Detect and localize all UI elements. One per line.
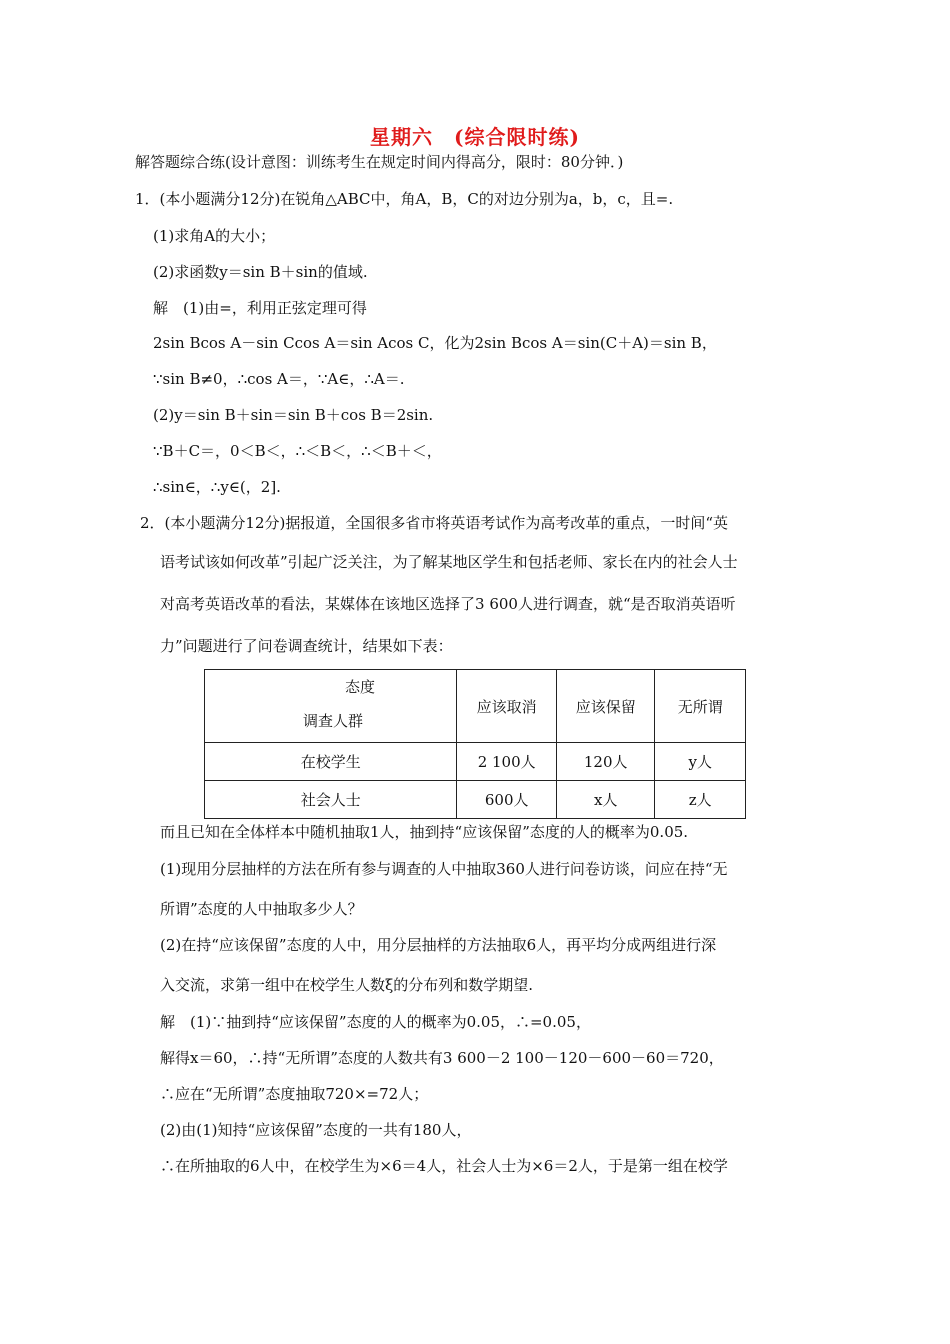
- q2-line: 对高考英语改革的看法，某媒体在该地区选择了3 600人进行调查，就“是否取消英语听: [160, 595, 736, 613]
- q2-line: 力”问题进行了问卷调查统计，结果如下表：: [160, 637, 453, 655]
- q2-line: 所谓”态度的人中抽取多少人？: [160, 900, 363, 918]
- q2-line: 而且已知在全体样本中随机抽取1人，抽到持“应该保留”态度的人的概率为0.05.: [160, 823, 689, 841]
- q2-line: (1)现用分层抽样的方法在所有参与调查的人中抽取360人进行问卷访谈，问应在持“无: [160, 860, 728, 878]
- q2-line: 语考试该如何改革”引起广泛关注，为了解某地区学生和包括老师、家长在内的社会人士: [160, 553, 738, 571]
- q1-line: ∵sin B≠0，∴cos A＝，∵A∈，∴A＝.: [153, 370, 405, 388]
- corner-bottom-label: 调查人群: [303, 712, 364, 730]
- corner-top-label: 态度: [345, 678, 376, 696]
- column-header: 应该取消: [457, 670, 557, 743]
- q1-line: ∵B＋C＝，0＜B＜，∴＜B＜，∴＜B＋＜，: [153, 442, 442, 460]
- q1-line: (1)求角A的大小；: [153, 227, 276, 245]
- row-label: 在校学生: [205, 743, 457, 781]
- table-cell: 600人: [457, 781, 557, 819]
- column-header: 应该保留: [556, 670, 655, 743]
- row-label: 社会人士: [205, 781, 457, 819]
- q2-line: 解得x＝60，∴持“无所谓”态度的人数共有3 600－2 100－120－600－60＝720，: [160, 1049, 724, 1067]
- q2-line: ∴在所抽取的6人中，在校学生为×6＝4人，社会人士为×6＝2人，于是第一组在校学: [160, 1157, 728, 1175]
- q2-line: ∴应在“无所谓”态度抽取720×=72人；: [160, 1085, 429, 1103]
- table-cell: y人: [655, 743, 746, 781]
- table-cell: 2 100人: [457, 743, 557, 781]
- q1-line: (2)y＝sin B＋sin＝sin B＋cos B＝2sin.: [153, 406, 434, 424]
- q1-line: 解 (1)由=，利用正弦定理可得: [153, 299, 367, 317]
- q2-line: 2．(本小题满分12分)据报道，全国很多省市将英语考试作为高考改革的重点，一时间“英: [140, 514, 729, 532]
- table-cell: z人: [655, 781, 746, 819]
- intro-text: 解答题综合练(设计意图：训练考生在规定时间内得高分，限时：80分钟．): [135, 153, 624, 171]
- q2-line: (2)在持“应该保留”态度的人中，用分层抽样的方法抽取6人，再平均分成两组进行深: [160, 936, 717, 954]
- q1-line: (2)求函数y＝sin B＋sin的值域.: [153, 263, 368, 281]
- table-cell: 120人: [556, 743, 655, 781]
- q2-line: 解 (1)∵抽到持“应该保留”态度的人的概率为0.05，∴=0.05，: [160, 1013, 591, 1031]
- table-header-row: [205, 670, 746, 743]
- table-row: [205, 781, 746, 819]
- table-corner-cell: [205, 670, 457, 743]
- q1-line: 1．(本小题满分12分)在锐角△ABC中，角A，B，C的对边分别为a，b，c，且=.: [135, 190, 674, 208]
- q1-line: ∴sin∈，∴y∈(，2].: [153, 478, 281, 496]
- table-cell: x人: [556, 781, 655, 819]
- q1-line: 2sin Bcos A－sin Ccos A＝sin Acos C，化为2sin Bcos A＝sin(C＋A)＝sin B，: [153, 334, 717, 352]
- page-title: 星期六 (综合限时练): [370, 125, 580, 149]
- q2-line: 入交流，求第一组中在校学生人数ξ的分布列和数学期望.: [160, 976, 534, 994]
- column-header: 无所谓: [655, 670, 746, 743]
- table-row: [205, 743, 746, 781]
- q2-line: (2)由(1)知持“应该保留”态度的一共有180人，: [160, 1121, 472, 1139]
- survey-table: [204, 669, 746, 819]
